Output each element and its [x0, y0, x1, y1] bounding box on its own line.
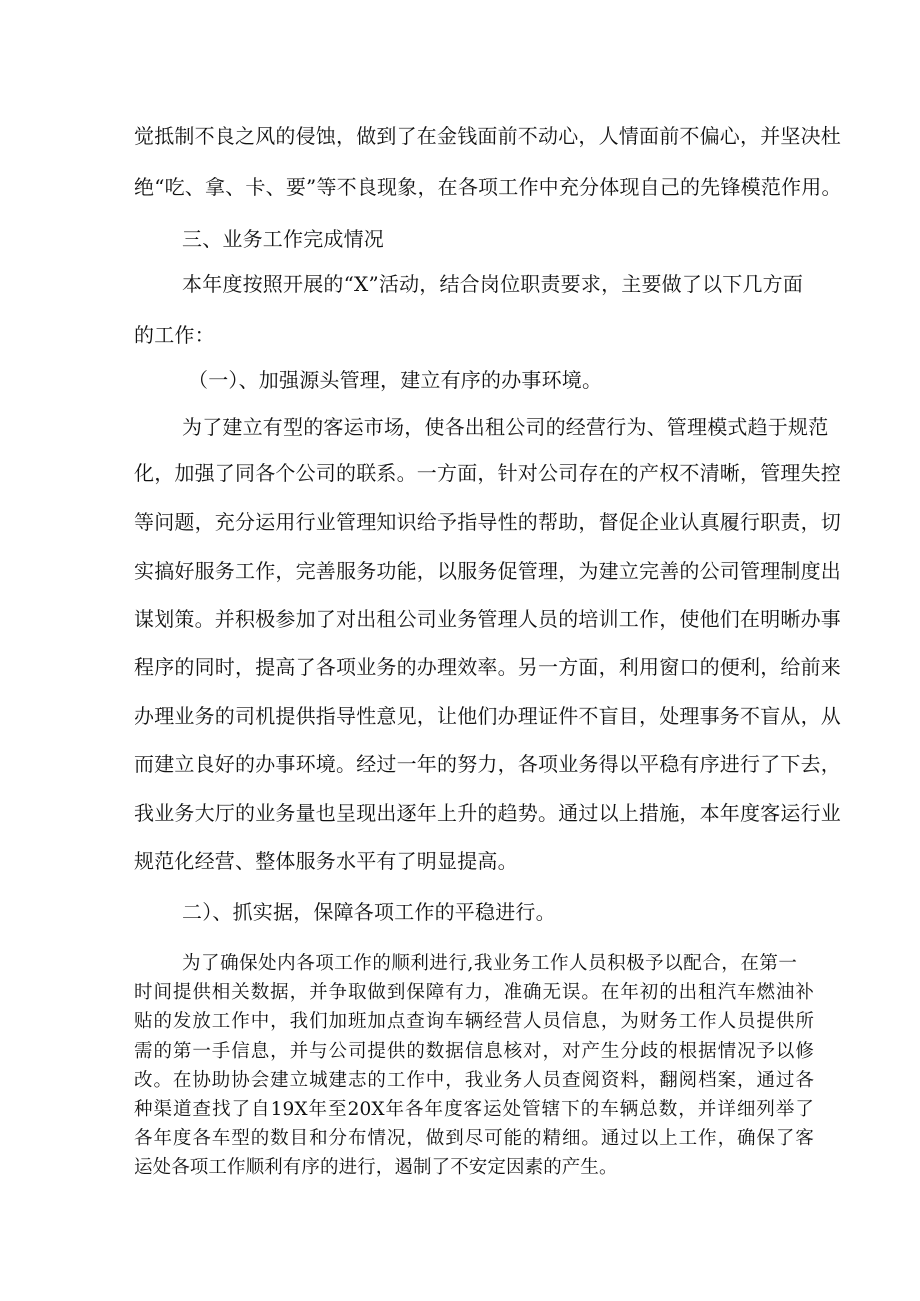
paragraph-line: 本年度按照开展的“X”活动，结合岗位职责要求，主要做了以下几方面 [182, 272, 804, 296]
paragraph-line: 我业务大厅的业务量也呈现出逐年上升的趋势。通过以上措施，本年度客运行业 [134, 801, 841, 825]
paragraph-line: 办理业务的司机提供指导性意见，让他们办理证件不盲目，处理事务不盲从，从 [134, 704, 841, 728]
subsection-heading: （一）、加强源头管理，建立有序的办事环境。 [188, 368, 603, 392]
paragraph-line: 需的第一手信息，并与公司提供的数据信息核对，对产生分歧的根据情况予以修 [134, 1041, 814, 1062]
paragraph-line: 为了确保处内各项工作的顺利进行,我业务工作人员积极予以配合，在第一 [182, 953, 797, 974]
paragraph-line: 改。在协助协会建立城建志的工作中，我业务人员查阅资料，翻阅档案，通过各 [134, 1070, 814, 1091]
paragraph-line: 时间提供相关数据，并争取做到保障有力，准确无误。在年初的出租汽车燃油补 [134, 982, 814, 1003]
section-heading: 三、业务工作完成情况 [182, 227, 384, 251]
paragraph-line: 而建立良好的办事环境。经过一年的努力，各项业务得以平稳有序进行了下去， [134, 752, 841, 776]
paragraph-line: 觉抵制不良之风的侵蚀，做到了在金钱面前不动心，人情面前不偏心，并坚决杜 [134, 124, 841, 148]
paragraph-line: 程序的同时，提高了各项业务的办理效率。另一方面，利用窗口的便利，给前来 [134, 655, 841, 679]
paragraph-line: 运处各项工作顺利有序的进行，遏制了不安定因素的产生。 [134, 1157, 618, 1178]
paragraph-line: 实搞好服务工作，完善服务功能，以服务促管理，为建立完善的公司管理制度出 [134, 559, 841, 583]
paragraph-line: 为了建立有型的客运市场，使各出租公司的经营行为、管理模式趋于规范 [182, 415, 829, 439]
paragraph-line: 化，加强了同各个公司的联系。一方面，针对公司存在的产权不清晰，管理失控 [134, 461, 841, 485]
paragraph-line: 等问题，充分运用行业管理知识给予指导性的帮助，督促企业认真履行职责，切 [134, 510, 841, 534]
paragraph-line: 绝“吃、拿、卡、要”等不良现象，在各项工作中充分体现自己的先锋模范作用。 [134, 175, 842, 199]
paragraph-line: 贴的发放工作中，我们加班加点查询车辆经营人员信息，为财务工作人员提供所 [134, 1011, 814, 1032]
paragraph-line: 的工作： [134, 323, 215, 347]
paragraph-line: 谋划策。并积极参加了对出租公司业务管理人员的培训工作，使他们在明晰办事 [134, 607, 841, 631]
paragraph-line: 种渠道查找了自19X年至20X年各年度客运处管辖下的车辆总数，并详细列举了 [134, 1099, 814, 1120]
paragraph-line: 各年度各车型的数目和分布情况，做到尽可能的精细。通过以上工作，确保了客 [134, 1128, 814, 1149]
subsection-heading: 二）、抓实据，保障各项工作的平稳进行。 [182, 900, 556, 924]
paragraph-line: 规范化经营、整体服务水平有了明显提高。 [134, 849, 518, 873]
